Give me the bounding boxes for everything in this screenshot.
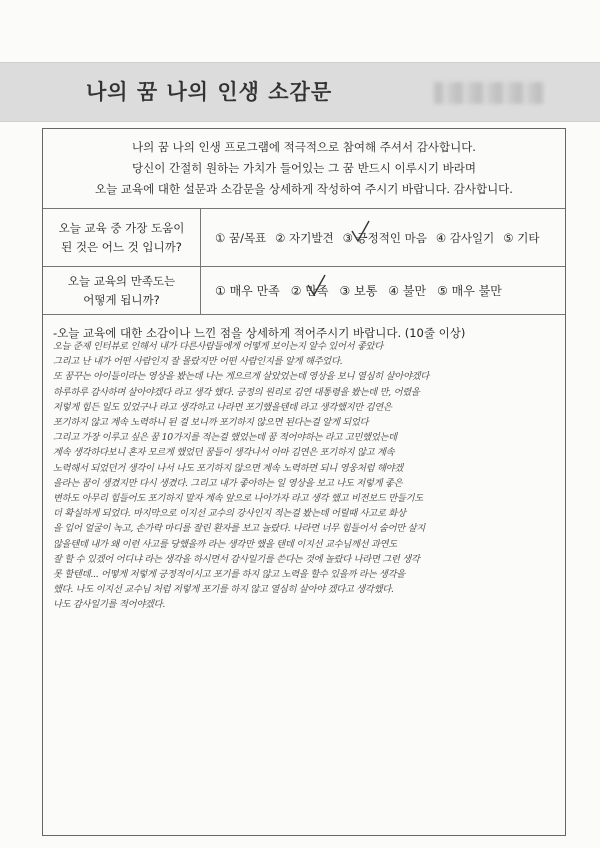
handwritten-line: 나도 감사일기를 적어야겠다. [53, 599, 166, 611]
free-response-prompt: -오늘 교육에 대한 소감이나 느낀 점을 상세하게 적어주시기 바랍니다. (10줄 이상) [53, 326, 466, 340]
handwritten-line: 하루하루 감사하며 살아야겠다 라고 생각 했다. 긍정의 원리로 김연 대통령을 봤는데 만, 어렸을 [53, 386, 420, 398]
option-dream-goal[interactable]: ① 꿈/목표 [215, 230, 267, 245]
option-other[interactable]: ⑤ 기타 [503, 230, 540, 245]
question-label-line: 오늘 교육의 만족도는 [67, 273, 176, 288]
question-satisfaction [43, 267, 565, 315]
question-most-helpful [43, 209, 565, 267]
handwritten-line: 변하도 아무리 힘들어도 포기하지 말자 계속 앞으로 나아가자 라고 생각 했고 비전보드 만들기도 [53, 493, 423, 505]
option-dissatisfied[interactable]: ④ 불만 [388, 284, 427, 298]
handwritten-line: 저렇게 힘든 일도 있었구나 라고 생각하고 나라면 포기했을텐데 라고 생각했지만 김연은 [53, 401, 392, 413]
question-label-line: 어떻게 됩니까? [83, 292, 160, 307]
handwritten-line: 또 꿈꾸는 아이들이라는 영상을 봤는데 나는 게으르게 살았었는데 영상을 보니 열심히 살아야겠다 [53, 371, 429, 383]
handwritten-line: 않을텐데 내가 왜 이런 사고를 당했을까 라는 생각만 했을 텐데 이지선 교수님께선 과연도 [53, 538, 397, 550]
checkmark-icon [349, 219, 371, 245]
redacted-name [434, 82, 544, 104]
intro-line-1: 나의 꿈 나의 인생 프로그램에 적극적으로 참여해 주셔서 감사합니다. [132, 140, 476, 154]
page-title: 나의 꿈 나의 인생 소감문 [86, 80, 333, 104]
handwritten-line: 못 할텐데... 어떻게 저렇게 긍정적이시고 포기를 하지 않고 노력을 할수 있을까 라는 생각을 [53, 569, 405, 581]
option-group [215, 267, 502, 314]
handwritten-line: 을라는 꿈이 생겼지만 다시 생겼다. 그리고 내가 좋아하는 일 영상을 보고 나도 저렇게 좋은 [53, 477, 403, 489]
checkmark-icon [305, 273, 327, 299]
question-label-line: 오늘 교육 중 가장 도움이 [58, 220, 185, 235]
question-label-line: 된 것은 어느 것 입니까? [61, 239, 182, 254]
handwritten-response [53, 339, 558, 613]
intro-line-3: 오늘 교육에 대한 설문과 소감문을 상세하게 작성하여 주시기 바랍니다. 감사합니다. [95, 182, 513, 196]
option-very-dissatisfied[interactable]: ⑤ 매우 불만 [437, 284, 502, 298]
intro-line-2: 당신이 간절히 원하는 가치가 들어있는 그 꿈 반드시 이루시기 바라며 [132, 161, 476, 175]
handwritten-line: 을 입어 얼굴이 녹고, 손가락 마디를 잘린 환자를 보고 놀랐다. 나라면 너무 힘들어서 숨어만 살지 [53, 523, 425, 535]
option-group [215, 209, 539, 266]
intro-section [43, 129, 565, 209]
option-neutral[interactable]: ③ 보통 [339, 284, 378, 298]
question-label [43, 267, 201, 314]
option-gratitude-journal[interactable]: ④ 감사일기 [435, 230, 495, 245]
option-very-satisfied[interactable]: ① 매우 만족 [215, 284, 280, 298]
handwritten-line: 했다. 나도 이지선 교수님 처럼 저렇게 포기를 하지 않고 열심히 살아야 겠다고 생각했다. [53, 584, 394, 596]
handwritten-line: 계속 생각하다보니 혼자 모르게 했었던 꿈들이 생각나서 아마 김연은 포기하지 않고 계속 [53, 447, 395, 459]
handwritten-line: 더 확실하게 되었다. 마지막으로 이지선 교수의 강사인지 적는걸 봤는데 어릴때 사고로 화상 [53, 508, 406, 520]
option-self-discovery[interactable]: ② 자기발견 [275, 230, 334, 245]
handwritten-line: 잘 할 수 있겠어 어디냐 라는 생각을 하시면서 감사일기를 쓴다는 것에 놀랐다 나라면 그런 생각 [53, 553, 420, 565]
option-positive-mind[interactable]: ③ 긍정적인 마음 [342, 230, 427, 245]
handwritten-line: 노력해서 되었던거 생각이 나서 나도 포기하지 않으면 계속 노력하면 되니 영웅처럼 해야겠 [53, 462, 403, 474]
handwritten-line: 포기하지 않고 계속 노력하니 된 걸 보니까 포기하지 않으면 된다는걸 알게 되었다 [53, 417, 369, 429]
question-label [43, 209, 201, 266]
survey-form [42, 128, 566, 836]
handwritten-line: 그리고 난 내가 어떤 사람인지 잘 몰랐지만 어떤 사람인지를 알게 해주었다. [53, 356, 343, 368]
option-satisfied[interactable]: ② 만족 [290, 284, 329, 298]
handwritten-line: 오늘 준제 인터뷰로 인해서 내가 다른사람들에게 어떻게 보이는지 알수 있어서 좋았다 [53, 341, 383, 352]
handwritten-line: 그리고 가장 이루고 싶은 꿈 10가지를 적는걸 했었는데 꿈 적어야하는 라고 고민했었는데 [53, 432, 397, 444]
